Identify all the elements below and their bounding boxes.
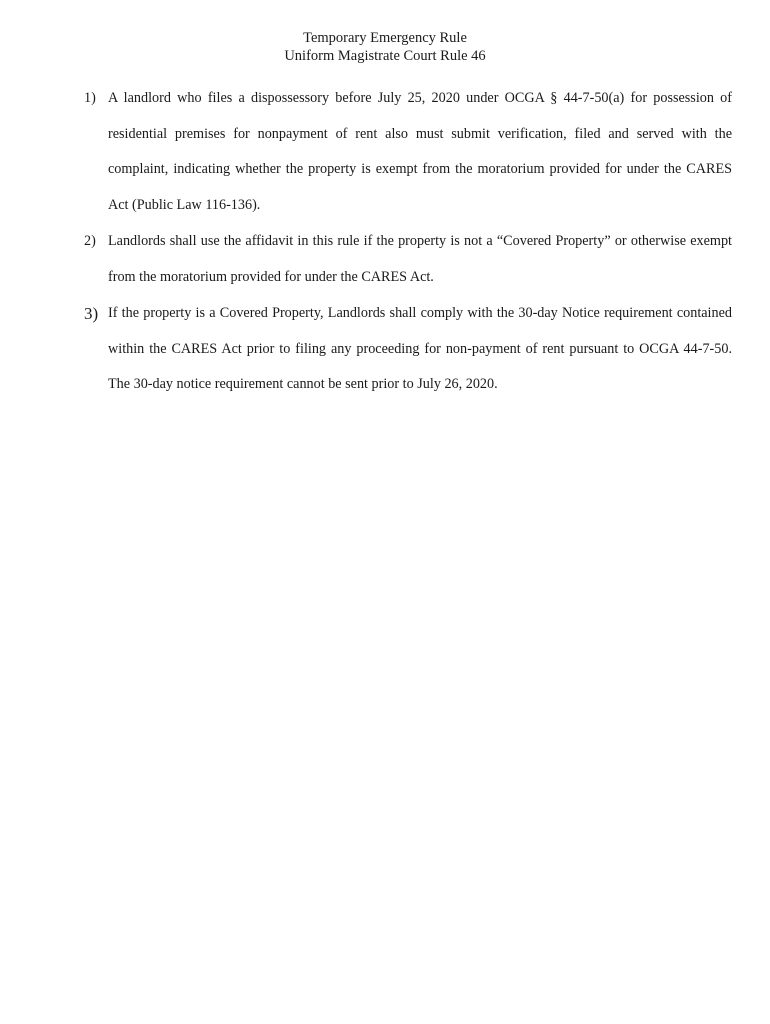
rule-text: A landlord who files a dispossessory before July 25, 2020 under OCGA § 44-7-50(a) for possession of residential premises for nonpayment of rent also must submit verification, filed and served with the complaint, indicating whether the property is exempt from the moratorium provided for under the CARES Act (Public Law 116-136). (108, 90, 732, 213)
rule-number: 2) (84, 233, 96, 249)
rule-number: 1) (84, 90, 96, 106)
rule-number: 3) (84, 304, 99, 323)
rule-item-1 (84, 81, 732, 223)
document-header (0, 29, 770, 65)
rule-item-2 (84, 224, 732, 295)
rule-item-3 (84, 296, 732, 403)
rule-text: Landlords shall use the affidavit in this rule if the property is not a “Covered Property” or otherwise exempt from the moratorium provided for under the CARES Act. (108, 233, 732, 285)
document-title: Temporary Emergency Rule (303, 30, 467, 46)
document-subtitle: Uniform Magistrate Court Rule 46 (284, 48, 486, 64)
rule-list (84, 81, 732, 404)
rule-text: If the property is a Covered Property, Landlords shall comply with the 30-day Notice requirement contained within the CARES Act prior to filing any proceeding for non-payment of rent pursuant to OCGA 44-7-50. The 30-day notice requirement cannot be sent prior to July 26, 2020. (108, 305, 732, 392)
